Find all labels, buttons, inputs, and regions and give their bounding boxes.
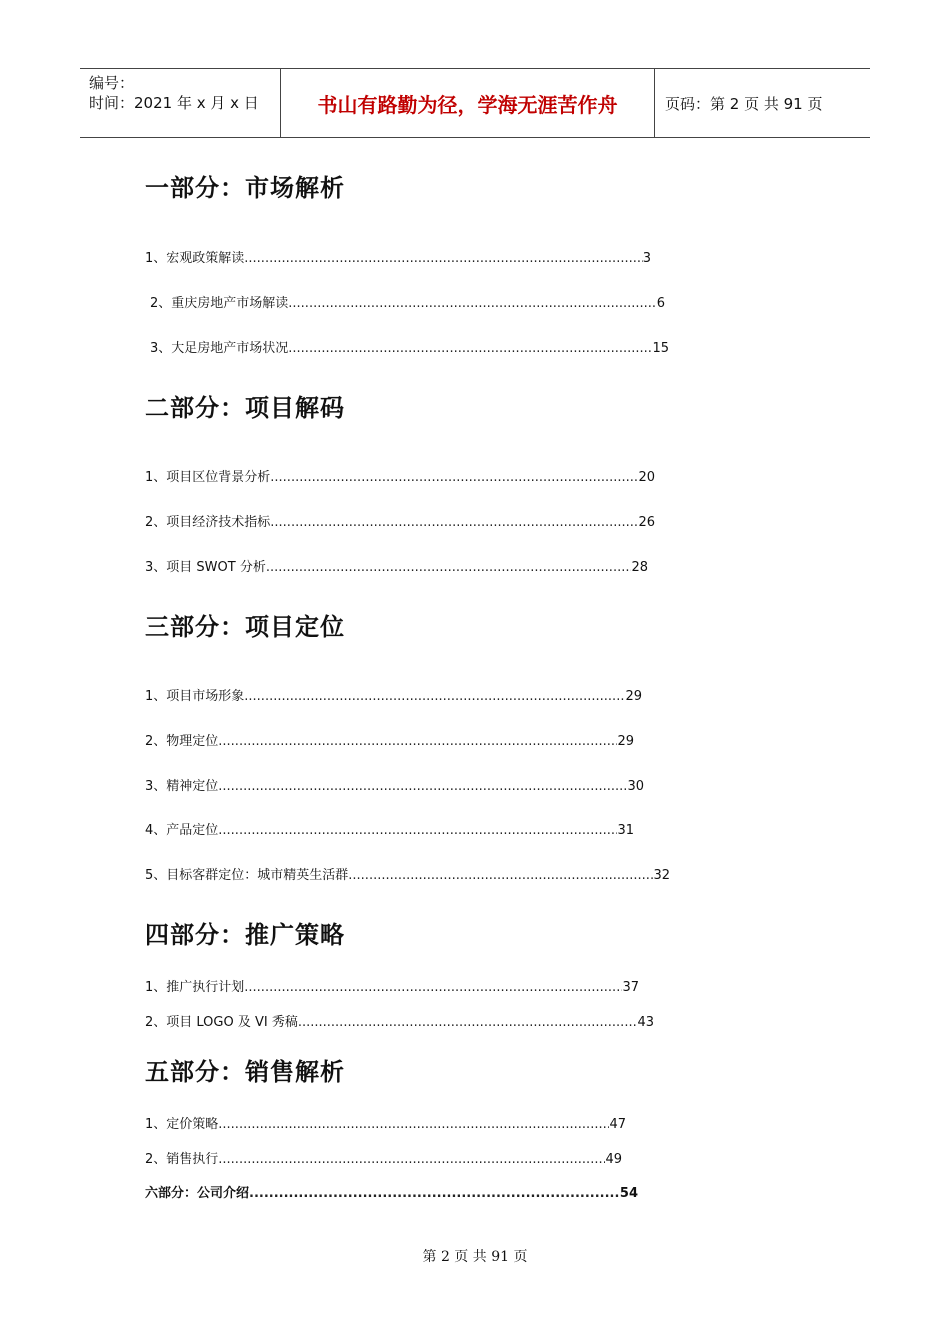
toc-entry[interactable] bbox=[145, 556, 648, 575]
toc-entry-page: 32 bbox=[653, 868, 670, 883]
section-title-2: 二部分：项目解码 bbox=[145, 394, 345, 422]
toc-entry-page: 26 bbox=[638, 515, 655, 530]
toc-entry-label: 2、销售执行 bbox=[145, 1152, 219, 1167]
toc-leader bbox=[244, 980, 622, 995]
toc-leader bbox=[348, 868, 653, 883]
toc-entry[interactable] bbox=[145, 775, 644, 794]
toc-entry-label: 3、精神定位 bbox=[145, 779, 219, 794]
toc-entry[interactable] bbox=[145, 1148, 622, 1167]
toc-entry-label: 4、产品定位 bbox=[145, 823, 219, 838]
toc-leader bbox=[270, 470, 638, 485]
toc-entry-label: 2、重庆房地产市场解读 bbox=[150, 296, 289, 311]
header-motto: 书山有路勤为径，学海无涯苦作舟 bbox=[281, 69, 655, 137]
toc-entry-page: 43 bbox=[637, 1015, 654, 1030]
toc-leader bbox=[244, 689, 625, 704]
toc-leader bbox=[270, 515, 638, 530]
toc-leader bbox=[218, 1117, 609, 1132]
toc-entry-label: 5、目标客群定位：城市精英生活群 bbox=[145, 868, 349, 883]
toc-entry-page: 49 bbox=[605, 1152, 622, 1167]
toc-leader bbox=[266, 560, 632, 575]
toc-entry-label: 2、项目 LOGO 及 VI 秀稿 bbox=[145, 1015, 298, 1030]
toc-entry-page: 29 bbox=[617, 734, 634, 749]
toc-entry-label: 3、项目 SWOT 分析 bbox=[145, 560, 266, 575]
toc-entry-page: 29 bbox=[625, 689, 642, 704]
toc-leader bbox=[218, 734, 617, 749]
toc-leader bbox=[218, 779, 627, 794]
toc-entry[interactable] bbox=[145, 685, 642, 704]
toc-entry[interactable] bbox=[145, 976, 639, 995]
section-title-3: 三部分：项目定位 bbox=[145, 613, 345, 641]
toc-entry-label: 1、定价策略 bbox=[145, 1117, 219, 1132]
toc-entry[interactable] bbox=[145, 1011, 654, 1030]
toc-entry-page: 37 bbox=[622, 980, 639, 995]
toc-entry[interactable] bbox=[145, 247, 651, 266]
toc-entry-page: 3 bbox=[642, 251, 651, 266]
toc-entry[interactable] bbox=[145, 819, 634, 838]
toc-entry-page: 6 bbox=[656, 296, 665, 311]
toc-leader bbox=[244, 251, 642, 266]
header-meta bbox=[80, 69, 281, 137]
document-header bbox=[80, 68, 870, 138]
toc-leader bbox=[288, 296, 656, 311]
toc-entry-label: 1、项目市场形象 bbox=[145, 689, 245, 704]
toc-entry-label: 1、项目区位背景分析 bbox=[145, 470, 271, 485]
toc-entry-label: 3、大足房地产市场状况 bbox=[150, 341, 289, 356]
toc-entry-page: 31 bbox=[617, 823, 634, 838]
toc-entry-page: 54 bbox=[619, 1186, 638, 1201]
toc-entry-label: 2、物理定位 bbox=[145, 734, 219, 749]
toc-entry-label: 1、宏观政策解读 bbox=[145, 251, 245, 266]
toc-entry[interactable] bbox=[145, 864, 670, 883]
toc-entry-page: 30 bbox=[627, 779, 644, 794]
time-label: 时间：2021 年 x 月 x 日 bbox=[89, 94, 259, 112]
section-title-1: 一部分：市场解析 bbox=[145, 174, 345, 202]
toc-entry[interactable] bbox=[145, 730, 634, 749]
toc-leader bbox=[249, 1186, 620, 1201]
toc-entry-label: 1、推广执行计划 bbox=[145, 980, 245, 995]
toc-entry-page: 28 bbox=[631, 560, 648, 575]
toc-leader bbox=[218, 1152, 605, 1167]
toc-entry-label: 六部分：公司介绍 bbox=[145, 1186, 250, 1201]
toc-entry[interactable] bbox=[150, 337, 669, 356]
toc-entry[interactable] bbox=[145, 466, 655, 485]
toc-entry-company[interactable] bbox=[145, 1182, 638, 1201]
toc-leader bbox=[298, 1015, 638, 1030]
toc-leader bbox=[288, 341, 652, 356]
toc-entry-page: 20 bbox=[638, 470, 655, 485]
section-title-5: 五部分：销售解析 bbox=[145, 1058, 345, 1086]
toc-entry-page: 47 bbox=[609, 1117, 626, 1132]
toc-entry[interactable] bbox=[145, 1113, 626, 1132]
number-label: 编号： bbox=[89, 74, 135, 92]
section-title-4: 四部分：推广策略 bbox=[145, 921, 345, 949]
toc-entry[interactable] bbox=[145, 511, 655, 530]
toc-entry-page: 15 bbox=[652, 341, 669, 356]
header-page-info: 页码：第 2 页 共 91 页 bbox=[665, 94, 823, 113]
toc-entry[interactable] bbox=[150, 292, 665, 311]
toc-leader bbox=[218, 823, 617, 838]
page-footer: 第 2 页 共 91 页 bbox=[422, 1249, 528, 1265]
toc-entry-label: 2、项目经济技术指标 bbox=[145, 515, 271, 530]
